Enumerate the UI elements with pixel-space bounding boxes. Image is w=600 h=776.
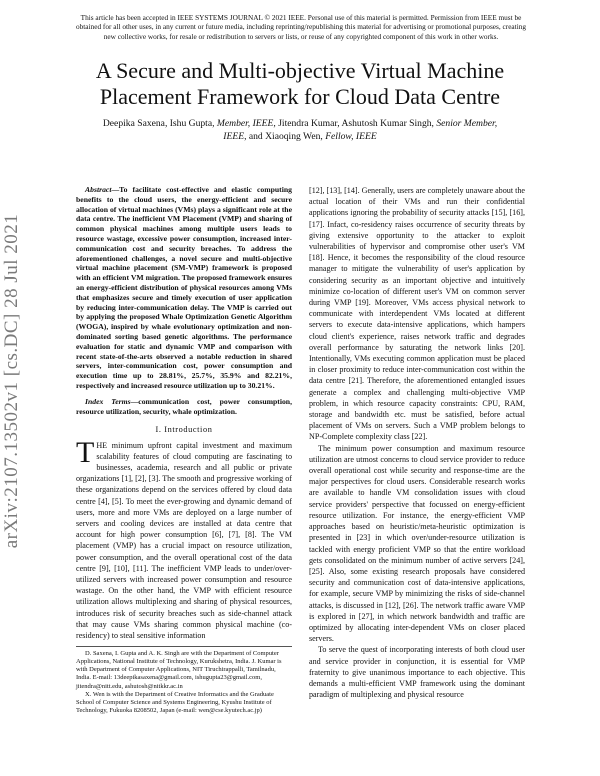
author-list — [80, 117, 520, 143]
author-role: Fellow, IEEE — [325, 131, 377, 142]
intro-paragraph — [76, 435, 292, 642]
footnote: D. Saxena, I. Gupta and A. K. Singh are with the Department of Computer Applications, National Institute of Technology, Kurukshetra, India. J. Kumar is with Department of Computer Applications, NIT Tiruchirappalli, Tamilnadu, India. E-mail: 13deepikasaxena@gmail.com, ishugupta23@gmail.com, jitendra@nitt.edu, ashutosh@nitkkr.ac.in — [76, 650, 282, 690]
author-role: Member, IEEE — [216, 118, 274, 129]
author-role: Senior Member, — [436, 118, 498, 129]
section-heading: I. Introduction — [155, 425, 213, 435]
intro-lead: HE — [96, 440, 108, 450]
footnote-rule — [76, 646, 292, 647]
arxiv-identifier: arXiv:2107.13502v1 [cs.DC] 28 Jul 2021 — [1, 213, 22, 549]
footnote: X. Wen is with the Department of Creative Informatics and the Graduate School of Computer Science and Systems Engineering, Kyushu Institute of Technology, Fukuoka 8208502, Japan (e-mail: wen@cse.kyutech.ac.jp) — [76, 690, 274, 714]
abstract — [76, 185, 292, 391]
index-terms-label: Index Terms — [85, 396, 131, 406]
paper-title: A Secure and Multi-objective Virtual Machine Placement Framework for Cloud Data Centre — [95, 58, 505, 109]
body-paragraph: The minimum power consumption and maximum resource utilization are utmost concerns to cloud service provider to reduce overall operational cost while security and response-time are the major perspectives for cloud users. Considerable research works are available to handle VM consolidation issues with cloud service providers' perspective that focussed on energy-efficient resource utilization. For instance, the energy-efficient VMP approaches based on heuristic/meta-heuristic optimization is presented in [23] in which over/under-resource utilization is tackled with energy proficient VMP so that the entire workload gets consolidated on the minimum number of active servers [24], [25]. Also, some existing research proposals have considered security and communication cost of data-intensive applications, for example, secure VMP by minimizing the risks of side-channel attacks, is discussed in [12], [26]. The network traffic aware VMP is explored in [27], in which network bandwidth and traffic are optimized by allocating inter-dependent VMs on closer placed servers. — [309, 443, 525, 644]
author-role: IEEE — [223, 131, 245, 142]
body-paragraph: [12], [13], [14]. Generally, users are completely unaware about the actual location of their VMs and run their confidential applications ignoring the probability of security attacks [15], [16], [17]. Infact, co-residency raises occurrence of security threats by giving extensive opportunity to the attacker to exploit vulnerabilities of hypervisor and compromise other user's VM [18]. Hence, it becomes the responsibility of the cloud resource manager to mitigate the vulnerability of user's application by considering security as an important objective and intuitively minimize co-location of different user's VM on common server during VMP [19]. Moreover, VMs access physical network to communicate with interdependent VMs located at different servers to execute data-intensive applications, which hampers cloud client's experience, raises network traffic and degrades overall performance by saturating the network links [20]. Intentionally, VMs executing common application must be placed in closer proximity to reduce inter-communication cost within the data centre [21]. Therefore, the aforementioned entangled issues generate a complex and challenging multi-objective VMP problem, in which resource capacity constraints: CPU, RAM, storage and bandwidth etc. must be satisfied, before actual placement of VMs on servers. Such a VMP problem belongs to NP-Complete complexity class [22]. — [309, 186, 525, 442]
left-column — [76, 185, 292, 715]
right-column — [309, 185, 525, 700]
abstract-label: Abstract — [85, 185, 112, 194]
abstract-text: —To facilitate cost-effective and elastic computing benefits to the cloud users, the energy-efficient and secure allocation of virtual machines (VMs) plays a significant role at the data centre. The inefficient VM Placement (VMP) and sharing of common physical machines among multiple users leads to resource wastage, excessive power consumption, increased inter-communication cost and security breaches. To address the aforementioned challenges, a novel secure and multi-objective virtual machine placement (SM-VMP) framework is proposed with an efficient VM migration. The proposed framework ensures an energy-efficient distribution of physical resources among VMs that emphasizes secure and timely execution of user application by reducing inter-communication delay. The VMP is carried out by applying the proposed Whale Optimization Genetic Algorithm (WOGA), inspired by whale evolutionary optimization and non-dominated sorting based genetic algorithms. The performance evaluation for static and dynamic VMP and comparison with recent state-of-the-arts observed a notable reduction in shared servers, inter-communication cost, power consumption and execution time up to 28.81%, 25.7%, 35.9% and 82.21%, respectively and increased resource utilization up to 30.21%. — [76, 185, 292, 390]
author-names: , Jitendra Kumar, Ashutosh Kumar Singh, — [273, 118, 437, 129]
author-names: , and Xiaoqing Wen, — [244, 131, 326, 142]
index-terms-text: —communication cost, power consumption, resource utilization, security, whale optimization. — [76, 396, 293, 416]
body-paragraph: To serve the quest of incorporating interests of both cloud user and service provider in conjunction, it is essential for VMP fraternity to give unanimous importance to each objective. This demands a multi-efficient VMP framework using the dominant paradigm of multiplexing and physical resource — [309, 645, 525, 700]
copyright-notice: This article has been accepted in IEEE SYSTEMS JOURNAL © 2021 IEEE. Personal use of this material is permitted. Permission from IEEE must be obtained for all other uses, in any current or future media, including reprinting/republishing this material for advertising or promotional purposes, creating new collective works, for resale or redistribution to servers or lists, or reuse of any copyrighted component of this work in other works. — [75, 13, 527, 41]
index-terms — [76, 397, 292, 417]
author-names: Deepika Saxena, Ishu Gupta, — [102, 118, 217, 129]
drop-cap: T — [76, 435, 95, 469]
intro-text: minimum upfront capital investment and maximum scalability features of cloud computing are fascinating to businesses, academia, research and all public or private organizations [1], [2], [3]. The smooth and progressive working of these organizations depend on the services offered by cloud data centre [4], [5]. To meet the ever-growing and dynamic demand of users, more and more VMs are deployed on a large number of servers and cooling devices are installed at data centre that account for high power consumption [6], [7], [8]. The VM placement (VMP) has a crucial impact on resource utilization, power consumption, and the overall operational cost of the data centre [9], [10], [11]. The inefficient VMP leads to under/over-utilized servers with increased power consumption and resource wastage. On the other hand, the VMP with efficient resource utilization allows multiplexing and sharing of physical resources, introduces risk of security breaches such as side-channel attack that may cause VMs sharing common physical machine (co-residency) to steal sensitive information — [76, 440, 292, 640]
